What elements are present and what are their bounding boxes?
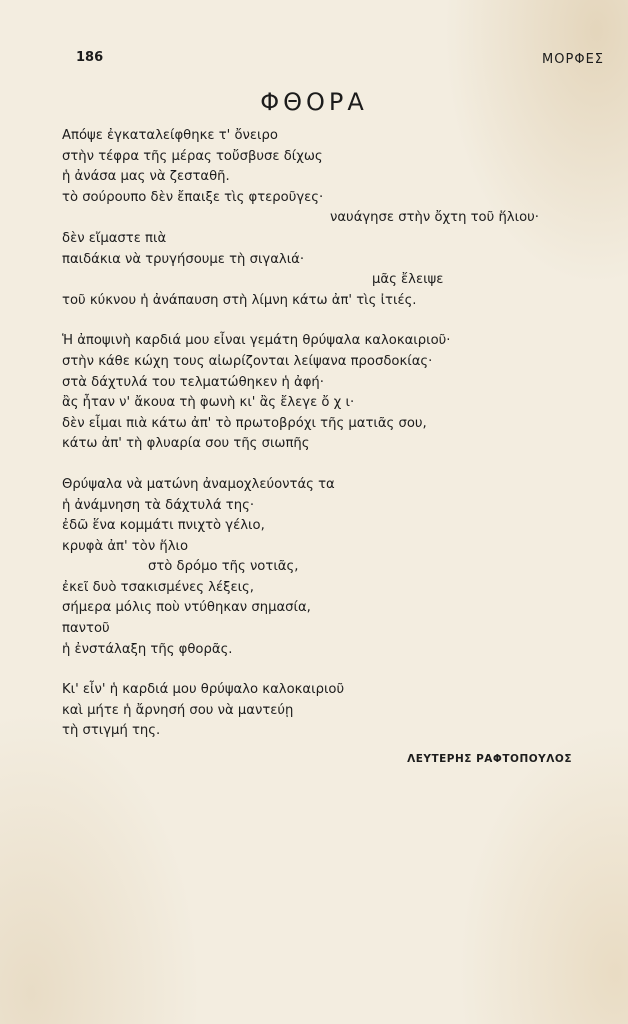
poem-line: δὲν εἴμαστε πιὰ xyxy=(62,230,167,246)
poem-line: ἂς ἦταν ν' ἄκουα τὴ φωνὴ κι' ἂς ἔλεγε ὄ χ ι· xyxy=(62,395,355,411)
poem-line: Ἡ ἀποψινὴ καρδιά μου εἶναι γεμάτη θρύψαλα καλοκαιριοῦ· xyxy=(62,333,451,349)
poem-line: ναυάγησε στὴν ὄχτη τοῦ ἥλιου· xyxy=(330,210,539,226)
poem-body xyxy=(62,126,602,742)
poem-line: καὶ μήτε ἡ ἄρνησή σου νὰ μαντεύῃ xyxy=(62,702,294,718)
poem-line: παντοῦ xyxy=(62,621,110,637)
poem-line: ἡ ἀνάσα μας νὰ ζεσταθῆ. xyxy=(62,169,230,185)
poem-title: ΦΘΟΡΑ xyxy=(260,88,368,116)
poem-line: ἐδῶ ἕνα κομμάτι πνιχτὸ γέλιο, xyxy=(62,518,265,534)
poem-line: κρυφὰ ἀπ' τὸν ἥλιο xyxy=(62,538,189,554)
poem-line: στὴν κάθε κώχη τους αἰωρίζονται λείψανα προσδοκίας· xyxy=(62,353,433,369)
poem-line: παιδάκια νὰ τρυγήσουμε τὴ σιγαλιά· xyxy=(62,251,305,267)
poem-line: σήμερα μόλις ποὺ ντύθηκαν σημασία, xyxy=(62,600,311,616)
stanza-break xyxy=(62,660,602,680)
poem-line: στὴν τέφρα τῆς μέρας τοὔσβυσε δίχως xyxy=(62,148,323,164)
poem-line: ἡ ἐνστάλαξη τῆς φθορᾶς. xyxy=(62,641,233,657)
poem-line: δὲν εἶμαι πιὰ κάτω ἀπ' τὸ πρωτοβρόχι τῆς ματιᾶς σου, xyxy=(62,415,427,431)
poem-line: τὸ σούρουπο δὲν ἔπαιξε τὶς φτεροῦγες· xyxy=(62,189,324,205)
poem-line: μᾶς ἔλειψε xyxy=(372,272,444,288)
page-number: 186 xyxy=(76,50,104,65)
stanza-break xyxy=(62,311,602,331)
poem-line: ἐκεῖ δυὸ τσακισμένες λέξεις, xyxy=(62,579,254,595)
poem-line: Απόψε ἐγκαταλείφθηκε τ' ὄνειρο xyxy=(62,128,278,143)
running-header: ΜΟΡΦΕΣ xyxy=(542,52,604,67)
poem-line: στὰ δάχτυλά του τελματώθηκεν ἡ ἀφή· xyxy=(62,374,324,390)
poem-line: ἡ ἀνάμνηση τὰ δάχτυλά της· xyxy=(62,497,255,513)
poem-line: τοῦ κύκνου ἡ ἀνάπαυση στὴ λίμνη κάτω ἀπ' τὶς ἰτιές. xyxy=(62,292,417,308)
author-signature: ΛΕΥΤΕΡΗΣ ΡΑΦΤΟΠΟΥΛΟΣ xyxy=(407,753,572,765)
poem-line: τὴ στιγμή της. xyxy=(62,723,161,739)
poem-line: στὸ δρόμο τῆς νοτιᾶς, xyxy=(148,559,299,575)
poem-line: Κι' εἶν' ἡ καρδιά μου θρύψαλο καλοκαιριοῦ xyxy=(62,682,345,698)
stanza-break xyxy=(62,455,602,475)
poem-line: κάτω ἀπ' τὴ φλυαρία σου τῆς σιωπῆς xyxy=(62,436,310,452)
poem-line: Θρύψαλα νὰ ματώνη ἀναμοχλεύοντάς τα xyxy=(62,476,335,492)
